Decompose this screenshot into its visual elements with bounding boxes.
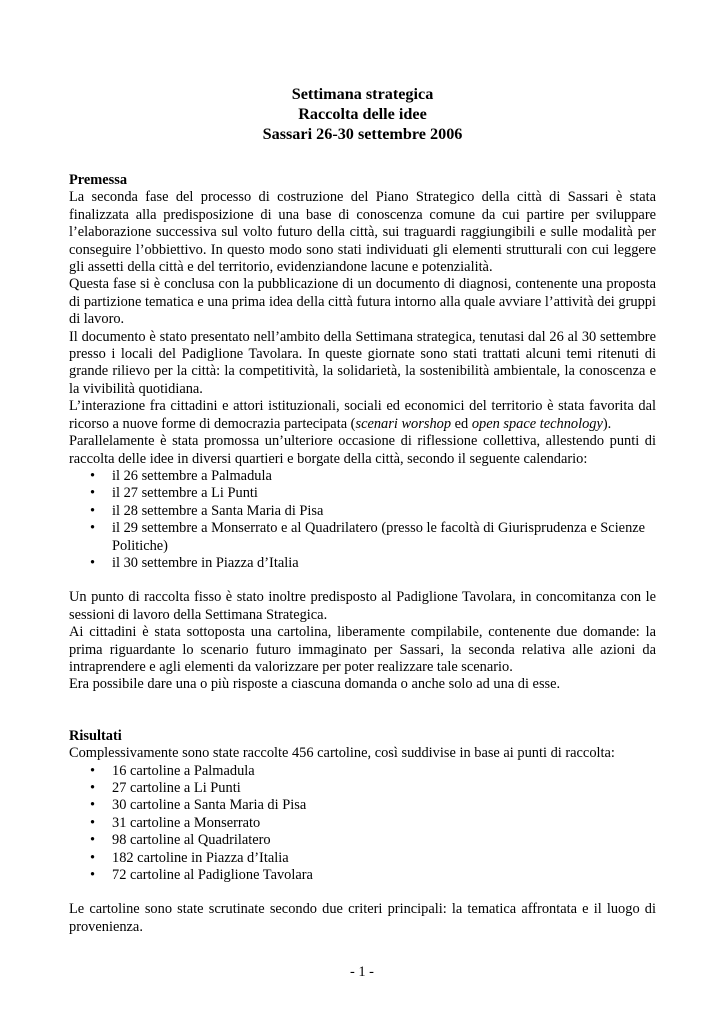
bullet-icon: •	[90, 762, 96, 779]
spacer	[69, 694, 656, 728]
premessa-paragraph-4	[69, 398, 656, 433]
list-item	[69, 763, 656, 780]
bullet-icon: •	[90, 849, 96, 866]
p4-text-mid: ed	[451, 415, 472, 432]
list-item	[69, 867, 656, 884]
counts-list	[69, 763, 656, 885]
list-item	[69, 850, 656, 867]
risultati-paragraph-1: Complessivamente sono state raccolte 456 cartoline, così suddivise in base ai punti di raccolta:	[69, 745, 615, 762]
list-item-text: il 28 settembre a Santa Maria di Pisa	[112, 502, 324, 519]
premessa-paragraph-6: Un punto di raccolta fisso è stato inoltre predisposto al Padiglione Tavolara, in concomitanza con le sessioni di lavoro della Settimana Strategica.	[69, 589, 656, 623]
bullet-icon: •	[90, 554, 96, 571]
bullet-icon: •	[90, 832, 96, 849]
title-line-2: Raccolta delle idee	[298, 105, 427, 123]
bullet-icon: •	[90, 502, 96, 519]
premessa-paragraph-5: Parallelamente è stata promossa un’ulteriore occasione di riflessione collettiva, allestendo punti di raccolta delle idee in diversi quartieri e borgate della città, secondo il seguente calendario:	[69, 433, 656, 467]
list-item	[69, 468, 656, 485]
p4-text-end: ).	[602, 415, 612, 432]
list-item-text: il 27 settembre a Li Punti	[112, 485, 258, 502]
bullet-icon: •	[90, 814, 96, 831]
p4-text-start: L’interazione fra cittadini e attori istituzionali, sociali ed economici del territorio è stata favorita dal ricorso a nuove forme di democrazia partecipata (	[69, 398, 656, 432]
list-item-text: il 29 settembre a Monserrato e al Quadrilatero (presso le facoltà di Giurisprudenza e Scienze Politiche)	[112, 520, 646, 554]
bullet-icon: •	[90, 467, 96, 484]
title-line-1: Settimana strategica	[291, 85, 434, 103]
list-item-text: 27 cartoline a Li Punti	[112, 780, 241, 796]
list-item-text: 182 cartoline in Piazza d’Italia	[112, 849, 289, 866]
list-item-text: il 30 settembre in Piazza d’Italia	[112, 554, 299, 571]
spacer	[69, 572, 656, 589]
risultati-heading: Risultati	[69, 727, 122, 744]
list-item	[69, 520, 656, 555]
document-page	[69, 84, 656, 936]
bullet-icon: •	[90, 780, 96, 796]
list-item	[69, 780, 656, 797]
premessa-paragraph-1: La seconda fase del processo di costruzione del Piano Strategico della città di Sassari è stata finalizzata alla predisposizione di una base di conoscenza comune da cui partire per sviluppare l’elaborazione successiva sul volto futuro della città, sui traguardi raggiungibili e sulle modalità per conseguire l’obbiettivo. In questo modo sono stati individuati gli elementi strutturali con cui leggere gli assetti della città e del territorio, evidenziandone lacune e potenzialità.	[69, 189, 656, 276]
list-item	[69, 832, 656, 849]
premessa-paragraph-2: Questa fase si è conclusa con la pubblicazione di un documento di diagnosi, contenente una proposta di partizione tematica e una prima idea della città futura intorno alla quale avviare l’attività dei gruppi di lavoro.	[69, 276, 656, 328]
bullet-icon: •	[90, 797, 96, 814]
bullet-icon: •	[90, 867, 96, 884]
list-item	[69, 815, 656, 832]
list-item-text: 16 cartoline a Palmadula	[112, 762, 255, 779]
calendar-list	[69, 468, 656, 572]
p4-emphasis-scenari: scenari worshop	[355, 415, 452, 432]
list-item	[69, 555, 656, 572]
premessa-paragraph-7: Ai cittadini è stata sottoposta una cartolina, liberamente compilabile, contenente due domande: la prima riguardante lo scenario futuro immaginato per Sassari, la seconda relativa alle azioni da intraprendere e agli elementi da valorizzare per poter realizzare tale scenario.	[69, 624, 656, 675]
premessa-paragraph-3: Il documento è stato presentato nell’ambito della Settimana strategica, tenutasi dal 26 al 30 settembre presso i locali del Padiglione Tavolara. In queste giornate sono stati trattati alcuni temi ritenuti di grande rilievo per la città: la competitività, la solidarietà, la sostenibilità ambientale, la conoscenza e la vivibilità quotidiana.	[69, 328, 656, 397]
list-item	[69, 503, 656, 520]
list-item	[69, 485, 656, 502]
title-line-3: Sassari 26-30 settembre 2006	[262, 125, 463, 143]
spacer	[69, 884, 656, 901]
risultati-paragraph-2: Le cartoline sono state scrutinate secondo due criteri principali: la tematica affrontata e il luogo di provenienza.	[69, 901, 656, 935]
bullet-icon: •	[90, 485, 96, 502]
page-number: - 1 -	[350, 964, 374, 980]
list-item	[69, 797, 656, 814]
bullet-icon: •	[90, 520, 96, 537]
list-item-text: 31 cartoline a Monserrato	[112, 814, 261, 831]
p4-emphasis-open-space: open space technology	[471, 415, 603, 432]
premessa-section	[69, 172, 656, 694]
list-item-text: 98 cartoline al Quadrilatero	[112, 832, 271, 849]
list-item-text: il 26 settembre a Palmadula	[112, 467, 272, 484]
risultati-section	[69, 728, 656, 936]
premessa-paragraph-8: Era possibile dare una o più risposte a ciascuna domanda o anche solo ad una di esse.	[69, 676, 561, 693]
list-item-text: 72 cartoline al Padiglione Tavolara	[112, 867, 313, 884]
premessa-heading: Premessa	[69, 172, 128, 188]
list-item-text: 30 cartoline a Santa Maria di Pisa	[112, 797, 307, 814]
document-title	[69, 84, 656, 144]
